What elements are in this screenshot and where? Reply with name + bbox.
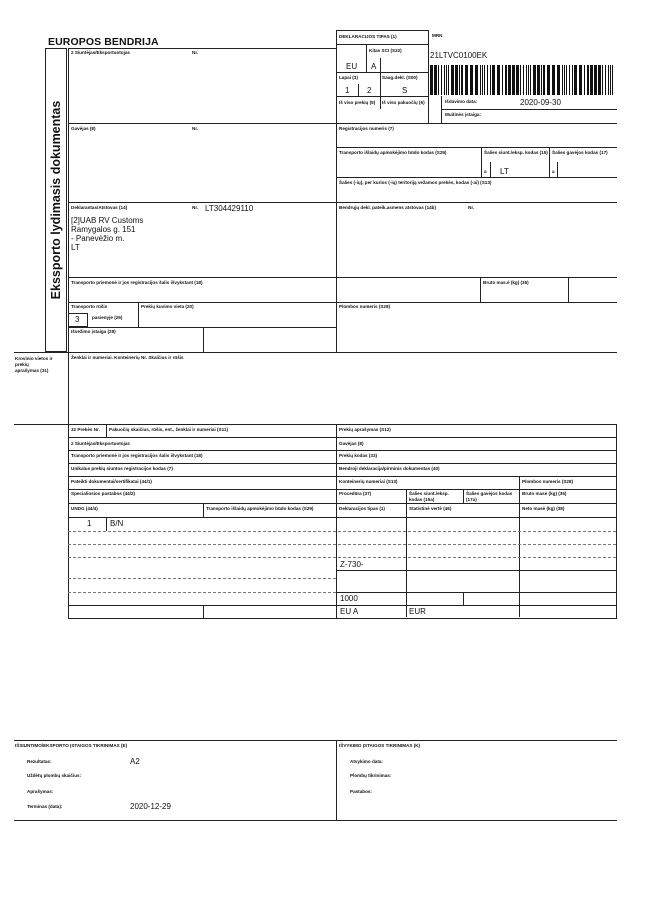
frame-line (68, 202, 617, 203)
commodity-code-label: Prekių kodas (33) (339, 453, 378, 458)
goods-gross-mass-label: Bruto masė (kg) (35) (522, 491, 567, 496)
goods-consignor-label: 2 Siuntėjas/Eksportuotojas (71, 441, 130, 446)
result-label: Rezultatas: (27, 759, 52, 764)
frame-line (463, 592, 464, 605)
frame-line (336, 44, 428, 45)
frame-line (519, 476, 520, 489)
vertical-title-text: Ekssporto lydimasis dokumentas (49, 100, 63, 300)
goods-consignee-label: Gavėjas (8) (339, 441, 364, 446)
goods-transport-charges-label: Transporto išlaidų apmokėjimo būdo kodas (S29) (206, 506, 314, 511)
dashed-rule (68, 544, 616, 545)
packages-value: B/N (110, 519, 124, 528)
frame-line (519, 489, 520, 617)
certificates-label: Pateikti dokumentai/sertifikatai (44/1) (71, 479, 152, 484)
destination-country-prefix: a (552, 169, 555, 174)
frame-line (68, 123, 617, 124)
procedure-label: Procedūra (37) (339, 491, 372, 496)
frame-line (358, 84, 359, 96)
declaration-type-label: DEKLARACIJOS TIPAS (1) (339, 34, 397, 39)
frame-line (336, 30, 337, 353)
frame-line (14, 820, 617, 821)
frame-line (336, 96, 428, 97)
community-title: EUROPOS BENDRIJA (48, 36, 159, 48)
time-limit-label: Terminas (data): (27, 804, 63, 809)
reg-number-label: Registracijos numeris (7) (339, 126, 394, 131)
total-items-label: Iš viso prekių (5) (339, 100, 376, 105)
dispatch-country-label: Šalies siunt./eksp. kodas (15) (484, 150, 548, 155)
other-sci-label: Kitas SCI (S32) (369, 48, 402, 53)
marks-label: Ženklai ir numeriai. Konteinerių Nr. Skaičius ir rūšis (71, 355, 184, 360)
goods-destination-country-label: Šalies gavėjos kodas (17a) (466, 491, 513, 502)
frame-line (68, 302, 617, 303)
description-label: Aprašymas: (27, 789, 54, 794)
frame-line (14, 352, 617, 353)
gross-mass-label: Bruto mas.ė (kg) (35) (483, 280, 529, 285)
frame-line (616, 424, 617, 619)
dispatch-country-prefix: a (484, 169, 487, 174)
security-label: Saug.dekl. (S00) (382, 75, 418, 80)
item-no-value: 1 (87, 519, 92, 528)
loading-place-label: Prekių kuvimo vieta (20) (141, 304, 194, 309)
statistical-value-label: Statistinė vertė (46) (409, 506, 452, 511)
frame-line (68, 437, 617, 438)
frame-line (106, 517, 107, 531)
frame-line (68, 489, 617, 490)
frame-line (336, 570, 617, 571)
frame-line (203, 605, 204, 618)
exit-control-label: IŠVYKIMO ĮSTAIGOS TIKRINIMAS (K) (339, 743, 421, 748)
seals-label: Plombos numeris (S28) (339, 304, 391, 309)
frame-line (68, 463, 617, 464)
frame-line (557, 162, 558, 177)
vertical-document-title (45, 48, 67, 352)
declarant-no-value: LT304429110 (205, 204, 254, 213)
packages-label: Pakuočių skaičius, rūšis, ent., ženklai ir numeriai (S11) (109, 427, 228, 432)
frame-line (68, 327, 336, 328)
goods-dispatch-country-label: Šalies siunt./eksp. kodas (15a) (409, 491, 449, 502)
frame-line (68, 618, 617, 619)
goods-desc-label: Prekių aprašymas (S12) (339, 427, 391, 432)
result-value: A2 (130, 757, 140, 766)
frame-line (463, 489, 464, 503)
frame-line (68, 277, 617, 278)
frame-line (380, 58, 381, 72)
transport-mode-value: 3 (75, 315, 80, 324)
frame-line (106, 424, 107, 437)
consignor-no-label: Nr. (192, 50, 199, 55)
declarant-address: [2]UAB RV Customs Ramygalos g. 151 - Panevėžio m. LT (71, 216, 144, 252)
declarant-no-label: Nr. (192, 205, 199, 210)
frame-line (481, 147, 482, 177)
summary-decl-label: Bendroji deklaracija/pirminis dokumentas (40) (339, 466, 440, 471)
frame-line (549, 147, 550, 177)
frame-line (406, 489, 407, 617)
transport-mode-label: Transporto rūšis (71, 304, 108, 309)
frame-line (336, 592, 617, 593)
mrn-label: MRN (432, 33, 443, 38)
frame-line (366, 44, 367, 72)
frame-line (68, 48, 336, 49)
routing-countries-label: Šalies (-ių), per kurios (-ių) teritoriją vežamos prekės, kodas (-ai) (S13) (339, 180, 492, 185)
net-mass-label: Neto masė (kg) (38) (522, 506, 565, 511)
special-mentions-label: Specialiosios pastabos (44/2) (71, 491, 136, 496)
consignor-label: 2 Siuntėjas/Eksportuotojas (71, 50, 130, 55)
commodity-value: Z-730- (340, 560, 364, 569)
remarks-label: Pastabos: (350, 789, 372, 794)
frame-line (203, 327, 204, 352)
seals-affixed-label: Uždėtų plombų skaičius: (27, 773, 82, 778)
mrn-barcode (430, 65, 616, 95)
frame-line (380, 72, 381, 109)
total-packages-label: Iš viso pakuočių (6) (382, 100, 425, 105)
consignee-no-label: Nr. (192, 126, 199, 131)
frame-line (336, 72, 428, 73)
seals-check-label: Plombų tikrinimas: (350, 773, 392, 778)
consignee-label: Gavėjas (8) (71, 126, 96, 131)
customs-office-label: Muitinės įstaiga: (445, 112, 481, 117)
exit-office-label: Išvežimo įstaiga (29) (71, 329, 116, 334)
dispatch-country-value: LT (500, 167, 509, 176)
statistical-value: 1000 (340, 594, 358, 603)
frame-line (336, 424, 337, 619)
dashed-rule (68, 531, 616, 532)
transport-id-label: Transporto priemonė ir jos registracijos šalis išvykstant (18) (71, 280, 203, 285)
forms-value-1: 1 (345, 86, 350, 95)
frame-line (490, 162, 491, 177)
goods-description-side-label: Krovinio vietos ir prekių aprašymas (31) (15, 356, 53, 373)
arrival-date-label: Atvykimo data: (350, 759, 383, 764)
security-party-label: Bendrųjų dekl. pateik.asmens atstovas (14b) (339, 205, 437, 210)
frame-line (68, 503, 617, 504)
forms-value-2: 2 (367, 86, 372, 95)
frame-line (441, 109, 617, 110)
frame-line (336, 740, 337, 820)
time-limit-value: 2020-12-29 (130, 802, 171, 811)
previous-doc-label: Unikalus prekių siuntos registracijos kodas (7) (71, 466, 173, 471)
frame-line (68, 605, 617, 606)
frame-line (68, 517, 617, 518)
dashed-rule (68, 578, 336, 579)
subsequent-label: pasienyje (25) (92, 315, 123, 320)
undg-label: UNDG (44/4) (71, 506, 98, 511)
frame-line (203, 503, 204, 517)
frame-line (480, 277, 481, 302)
decl-type-value: EU A (340, 607, 359, 616)
issue-date-value: 2020-09-30 (520, 98, 561, 107)
frame-line (68, 450, 617, 451)
dashed-rule (68, 557, 616, 558)
declarant-label: Deklarantas/Atstovas (14) (71, 205, 128, 210)
exit-office-control-label: IŠSIUNTIMO/EKSPORTO ĮSTAIGOS TIKRINIMAS (E) (15, 743, 128, 748)
forms-label: Lapai (3) (339, 75, 358, 80)
frame-line (336, 177, 617, 178)
frame-line (568, 277, 569, 302)
declaration-type-value-1: EU (346, 62, 358, 71)
security-party-no-label: Nr. (468, 205, 475, 210)
decl-type-label: Deklaracijos tipas (1) (339, 506, 385, 511)
currency-value: EUR (409, 607, 426, 616)
goods-seals-label: Plombos numeris (S28) (522, 479, 574, 484)
frame-line (68, 48, 69, 352)
dashed-rule (68, 592, 336, 593)
destination-country-label: Šalies gavėjos kodas (17) (552, 150, 608, 155)
declaration-type-value-2: A (371, 62, 377, 71)
item-no-label: 32 Prekės Nr. (71, 427, 100, 432)
mrn-value: 21LTVC0100EK (430, 51, 488, 60)
frame-line (68, 476, 617, 477)
frame-line (336, 147, 617, 148)
security-value: S (402, 86, 408, 95)
issue-date-label: Išdavimo data: (445, 99, 478, 104)
frame-line (428, 30, 429, 124)
goods-transport-reg-label: Transporto priemonė ir jos registracijos šalis išvykstant (18) (71, 453, 203, 458)
transport-charges-label: Transporto išlaidų apmokėjimo būdo kodas (S29) (339, 150, 447, 155)
frame-line (14, 424, 617, 425)
frame-line (138, 302, 139, 327)
frame-line (336, 30, 428, 31)
frame-line (14, 740, 617, 741)
container-label: Konteinerių numeriai (S13) (339, 479, 398, 484)
